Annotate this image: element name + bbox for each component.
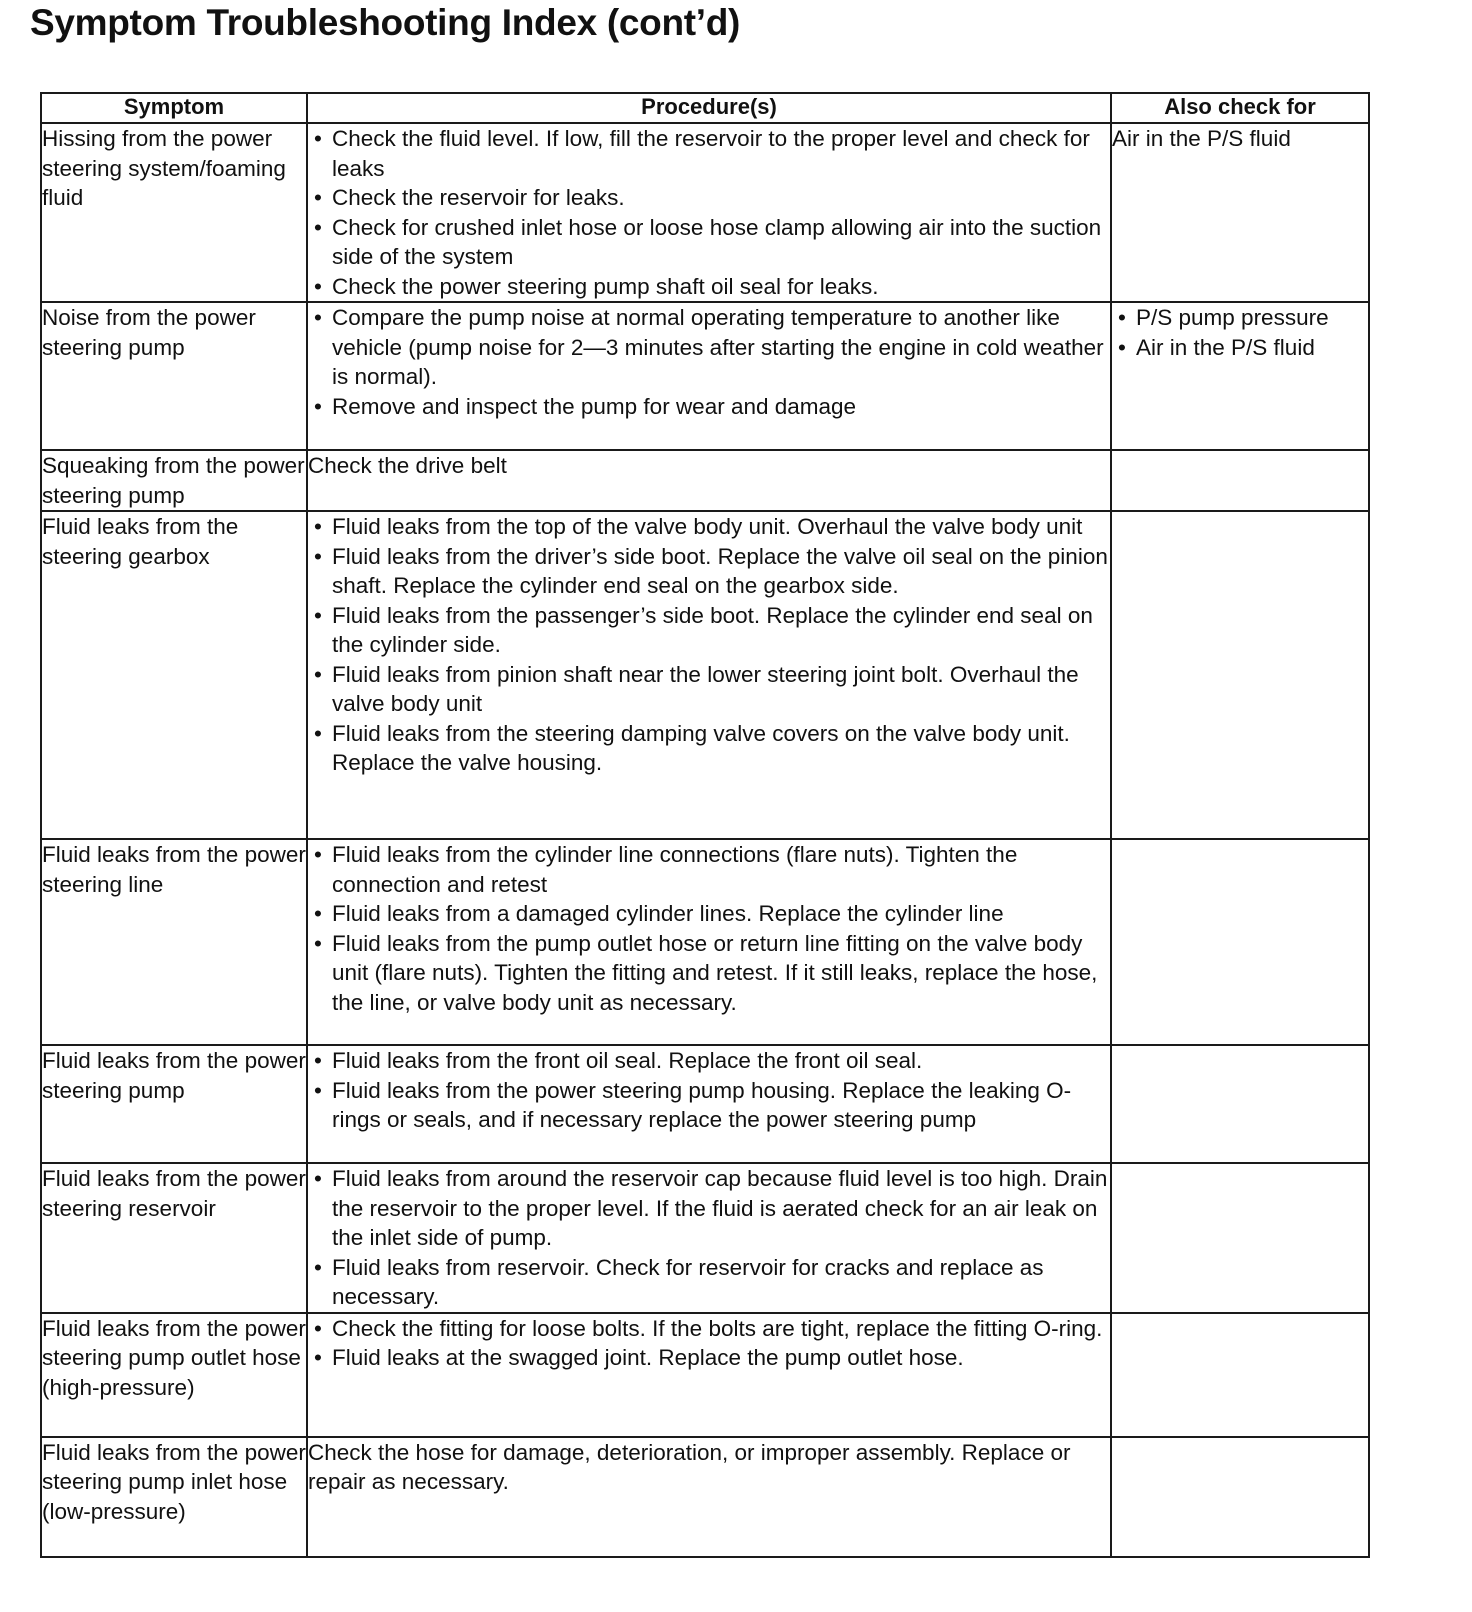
- procedure-cell: [307, 450, 1111, 511]
- table-row: [41, 123, 1369, 302]
- procedure-item: • Check the reservoir for leaks.: [308, 183, 1110, 213]
- symptom-cell: Hissing from the power steering system/foaming fluid: [41, 123, 307, 302]
- also-check-list: [1112, 303, 1368, 362]
- procedure-cell: [307, 511, 1111, 839]
- table-row: [41, 1437, 1369, 1557]
- table-row: [41, 1163, 1369, 1313]
- table-row: [41, 511, 1369, 839]
- header-also-check-for: Also check for: [1111, 93, 1369, 123]
- symptom-cell: Fluid leaks from the power steering pump inlet hose (low-pressure): [41, 1437, 307, 1557]
- procedure-item: • Compare the pump noise at normal operating temperature to another like vehicle (pump noise for 2—3 minutes after starting the engine in cold weather is normal).: [308, 303, 1110, 392]
- procedure-item: • Fluid leaks from the cylinder line connections (flare nuts). Tighten the connection and retest: [308, 840, 1110, 899]
- procedure-item: • Fluid leaks from reservoir. Check for reservoir for cracks and replace as necessary.: [308, 1253, 1110, 1312]
- procedure-cell: [307, 1163, 1111, 1313]
- procedure-cell: [307, 1045, 1111, 1163]
- procedure-list: [308, 1314, 1110, 1373]
- also-check-cell: [1111, 839, 1369, 1045]
- header-procedures: Procedure(s): [307, 93, 1111, 123]
- procedure-cell: [307, 839, 1111, 1045]
- procedure-item: • Fluid leaks from the top of the valve body unit. Overhaul the valve body unit: [308, 512, 1110, 542]
- procedure-list: [308, 1164, 1110, 1312]
- table-header-row: [41, 93, 1369, 123]
- procedure-item: • Fluid leaks at the swagged joint. Replace the pump outlet hose.: [308, 1343, 1110, 1373]
- troubleshooting-table: [40, 92, 1370, 1558]
- symptom-cell: Fluid leaks from the power steering reservoir: [41, 1163, 307, 1313]
- procedure-item: • Fluid leaks from pinion shaft near the lower steering joint bolt. Overhaul the valve body unit: [308, 660, 1110, 719]
- also-check-item: • Air in the P/S fluid: [1112, 333, 1368, 363]
- procedure-cell: [307, 1313, 1111, 1437]
- procedure-text: Check the drive belt: [308, 453, 507, 478]
- procedure-item: • Fluid leaks from the passenger’s side boot. Replace the cylinder end seal on the cylinder side.: [308, 601, 1110, 660]
- also-check-cell: [1111, 1163, 1369, 1313]
- procedure-item: • Fluid leaks from the steering damping valve covers on the valve body unit. Replace the valve housing.: [308, 719, 1110, 778]
- also-check-cell: [1111, 1313, 1369, 1437]
- table-row: [41, 450, 1369, 511]
- symptom-cell: Noise from the power steering pump: [41, 302, 307, 450]
- procedure-item: • Check the power steering pump shaft oil seal for leaks.: [308, 272, 1110, 302]
- also-check-cell: [1111, 450, 1369, 511]
- header-symptom: Symptom: [41, 93, 307, 123]
- procedure-item: • Check for crushed inlet hose or loose hose clamp allowing air into the suction side of the system: [308, 213, 1110, 272]
- procedure-item: • Fluid leaks from the driver’s side boot. Replace the valve oil seal on the pinion shaft. Replace the cylinder end seal on the gearbox side.: [308, 542, 1110, 601]
- page-title: Symptom Troubleshooting Index (cont’d): [30, 2, 741, 43]
- procedure-item: • Check the fluid level. If low, fill the reservoir to the proper level and check for leaks: [308, 124, 1110, 183]
- procedure-item: • Check the fitting for loose bolts. If the bolts are tight, replace the fitting O-ring.: [308, 1314, 1110, 1344]
- table-row: [41, 839, 1369, 1045]
- procedure-item: • Fluid leaks from the pump outlet hose or return line fitting on the valve body unit (flare nuts). Tighten the fitting and retest. If it still leaks, replace the hose, the line, or valve body unit as necessary.: [308, 929, 1110, 1018]
- symptom-cell: Fluid leaks from the power steering pump: [41, 1045, 307, 1163]
- procedure-cell: [307, 1437, 1111, 1557]
- symptom-cell: Squeaking from the power steering pump: [41, 450, 307, 511]
- also-check-cell: [1111, 123, 1369, 302]
- also-check-cell: [1111, 1437, 1369, 1557]
- symptom-cell: Fluid leaks from the power steering pump outlet hose (high-pressure): [41, 1313, 307, 1437]
- also-check-cell: [1111, 1045, 1369, 1163]
- procedure-list: [308, 512, 1110, 778]
- procedure-text: Check the hose for damage, deterioration, or improper assembly. Replace or repair as necessary.: [308, 1439, 1071, 1494]
- also-check-cell: [1111, 511, 1369, 839]
- table-row: [41, 1045, 1369, 1163]
- procedure-item: • Fluid leaks from around the reservoir cap because fluid level is too high. Drain the reservoir to the proper level. If the fluid is aerated check for an air leak on the inlet side of pump.: [308, 1164, 1110, 1253]
- procedure-list: [308, 1046, 1110, 1135]
- procedure-item: • Remove and inspect the pump for wear and damage: [308, 392, 1110, 422]
- procedure-item: • Fluid leaks from a damaged cylinder lines. Replace the cylinder line: [308, 899, 1110, 929]
- symptom-cell: Fluid leaks from the steering gearbox: [41, 511, 307, 839]
- also-check-item: • P/S pump pressure: [1112, 303, 1368, 333]
- procedure-cell: [307, 123, 1111, 302]
- also-check-item: Air in the P/S fluid: [1112, 126, 1291, 151]
- also-check-cell: [1111, 302, 1369, 450]
- procedure-list: [308, 124, 1110, 301]
- procedure-list: [308, 840, 1110, 1017]
- procedure-list: [308, 303, 1110, 421]
- procedure-item: • Fluid leaks from the front oil seal. Replace the front oil seal.: [308, 1046, 1110, 1076]
- table-row: [41, 302, 1369, 450]
- table-row: [41, 1313, 1369, 1437]
- procedure-item: • Fluid leaks from the power steering pump housing. Replace the leaking O-rings or seals, and if necessary replace the power steering pump: [308, 1076, 1110, 1135]
- procedure-cell: [307, 302, 1111, 450]
- symptom-cell: Fluid leaks from the power steering line: [41, 839, 307, 1045]
